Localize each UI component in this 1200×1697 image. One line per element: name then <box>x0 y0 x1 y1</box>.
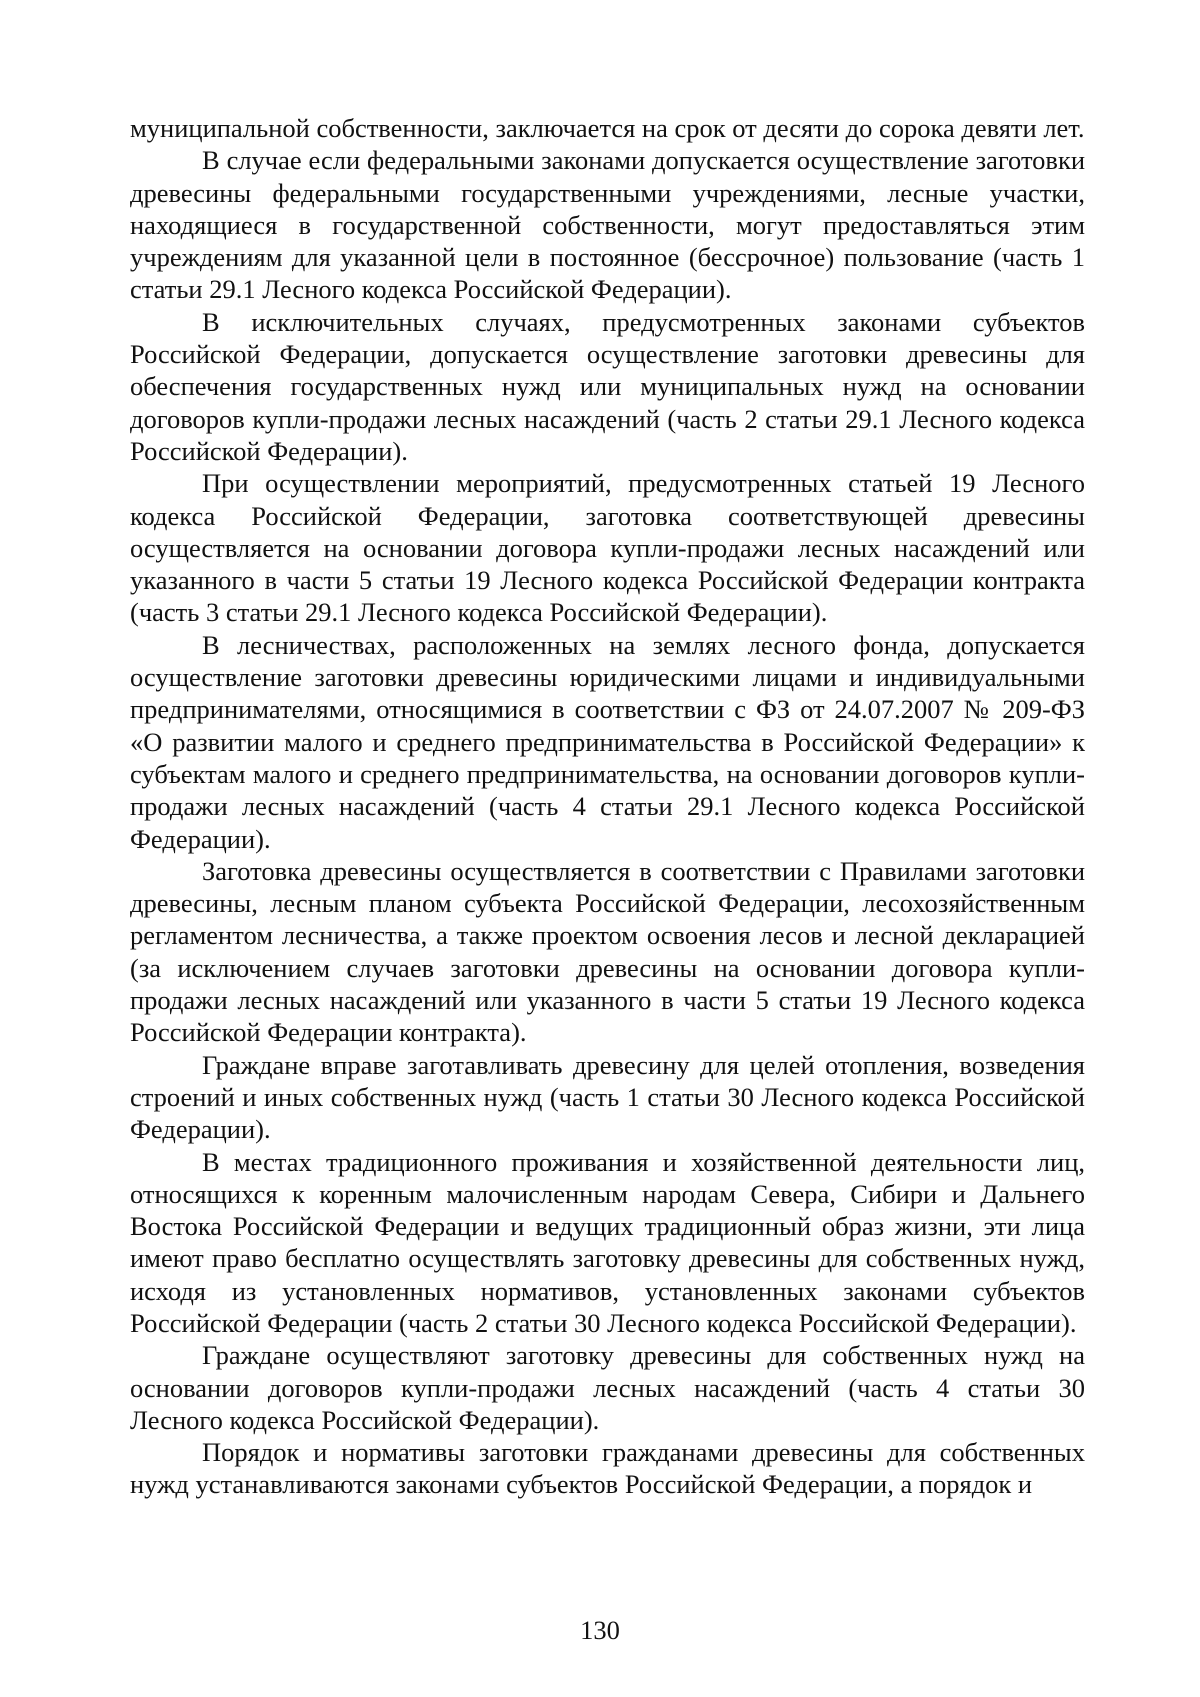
paragraph-citizens-right: Граждане вправе заготавливать древесину для целей отопления, возведения строений и иных собственных нужд (часть 1 статьи 30 Лесного кодекса Российской Федерации). <box>130 1049 1085 1145</box>
paragraph-indigenous-peoples: В местах традиционного проживания и хозяйственной деятельности лиц, относящихся к коренным малочисленным народам Севера, Сибири и Дальнего Востока Российской Федерации и ведущих традиционный образ жизни, эти лица имеют право бесплатно осуществлять заготовку древесины для собственных нужд, исходя из установленных нормативов, установленных законами субъектов Российской Федерации (часть 2 статьи 30 Лесного кодекса Российской Федерации). <box>130 1146 1085 1338</box>
paragraph-harvesting-rules: Заготовка древесины осуществляется в соответствии с Правилами заготовки древесины, лесным планом субъекта Российской Федерации, лесохозяйственным регламентом лесничества, а также проектом освоения лесов и лесной декларацией (за исключением случаев заготовки древесины на основании договора купли-продажи лесных насаждений или указанного в части 5 статьи 19 Лесного кодекса Российской Федерации контракта). <box>130 855 1085 1048</box>
paragraph-exceptional-cases: В исключительных случаях, предусмотренных законами субъектов Российской Федерации, допускается осуществление заготовки древесины для обеспечения государственных нужд или муниципальных нужд на основании договоров купли-продажи лесных насаждений (часть 2 статьи 29.1 Лесного кодекса Российской Федерации). <box>130 306 1085 466</box>
paragraph-continuation: муниципальной собственности, заключается на срок от десяти до сорока девяти лет. <box>130 113 1085 143</box>
paragraph-citizens-contracts: Граждане осуществляют заготовку древесины для собственных нужд на основании договоров купли-продажи лесных насаждений (часть 4 статьи 30 Лесного кодекса Российской Федерации). <box>130 1340 1085 1435</box>
paragraph-article-19-measures: При осуществлении мероприятий, предусмотренных статьей 19 Лесного кодекса Российской Федерации, заготовка соответствующей древесины осуществляется на основании договора купли-продажи лесных насаждений или указанного в части 5 статьи 19 Лесного кодекса Российской Федерации контракта (часть 3 статьи 29.1 Лесного кодекса Российской Федерации). <box>130 468 1085 628</box>
paragraph-federal-institutions: В случае если федеральными законами допускается осуществление заготовки древесины федеральными государственными учреждениями, лесные участки, находящиеся в государственной собственности, могут предоставляться этим учреждениям для указанной цели в постоянное (бессрочное) пользование (часть 1 статьи 29.1 Лесного кодекса Российской Федерации). <box>130 145 1085 305</box>
paragraph-procedure-norms: Порядок и нормативы заготовки гражданами древесины для собственных нужд устанавливаются законами субъектов Российской Федерации, а порядок и <box>130 1437 1085 1500</box>
document-body <box>130 112 1085 1501</box>
paragraph-small-business: В лесничествах, расположенных на землях лесного фонда, допускается осуществление заготовки древесины юридическими лицами и индивидуальными предпринимателями, относящимися в соответствии с ФЗ от 24.07.2007 № 209-ФЗ «О развитии малого и среднего предпринимательства в Российской Федерации» к субъектам малого и среднего предпринимательства, на основании договоров купли-продажи лесных насаждений (часть 4 статьи 29.1 Лесного кодекса Российской Федерации). <box>130 629 1085 854</box>
page-number: 130 <box>580 1615 620 1645</box>
